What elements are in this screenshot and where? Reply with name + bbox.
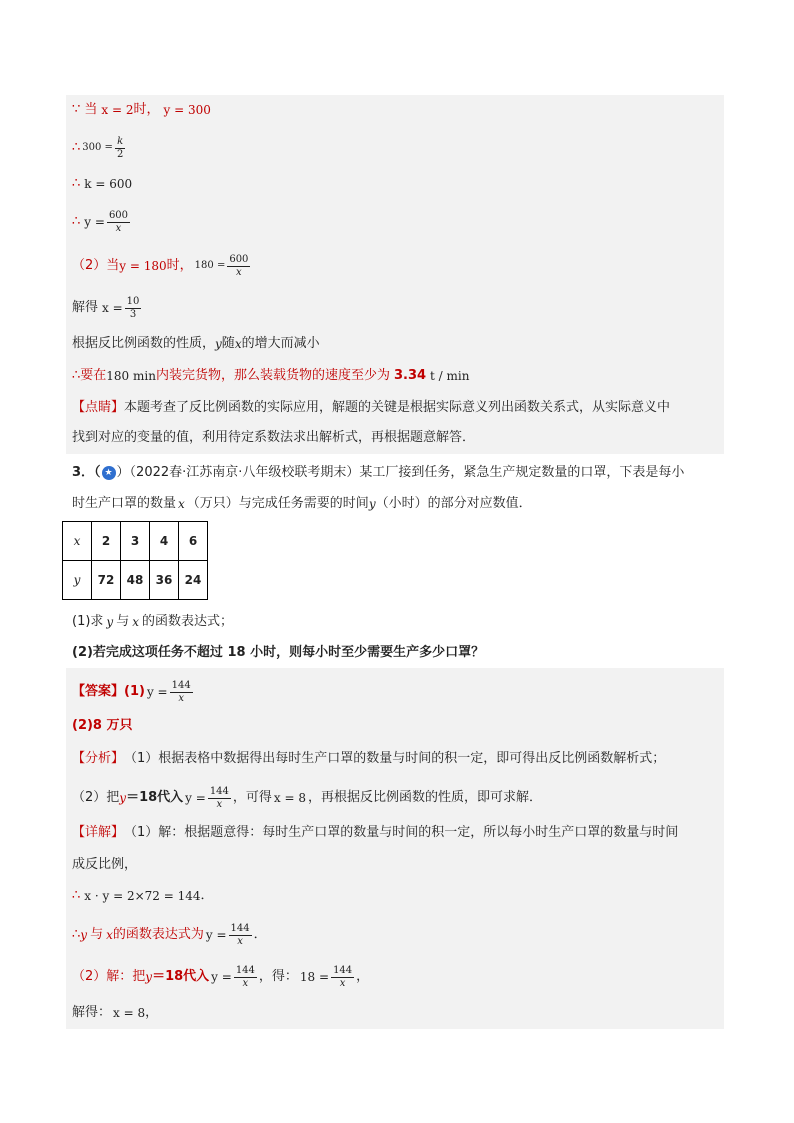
detail-line-1: 【详解】 （1）解：根据题意得：每时生产口罩的数量与时间的积一定，所以每小时生产口罩的数量与时间 xyxy=(72,825,679,840)
table-row xyxy=(63,561,208,600)
data-table xyxy=(62,521,208,600)
detail-line-4: ∴ y 与 x 的函数表达式为 y = $\frac{144}{x}$ ． xyxy=(72,922,267,947)
table-cell: 3 xyxy=(121,522,150,561)
fraction: $\frac{144}{x}$ xyxy=(235,964,255,989)
question3-line-2: 时生产口罩的数量 x （万只）与完成任务需要的时间 y （小时）的部分对应数值． xyxy=(72,496,532,511)
solution-line-4: ∴ y = $\frac{600}{x}$ xyxy=(72,209,129,234)
fraction: $\frac{k}{2}$ xyxy=(116,135,124,160)
question3-line-1: 3．（ ★ ）（2022春·江苏南京·八年级校联考期末）某工厂接到任务，紧急生产规定数量的口罩，下表是每小 xyxy=(72,465,685,480)
table-cell: 72 xyxy=(92,561,121,600)
fraction: $\frac{144}{x}$ xyxy=(209,785,229,810)
fraction: $\frac{144}{x}$ xyxy=(230,922,250,947)
detail-line-6: 解得： x = 8 ， xyxy=(72,1005,159,1020)
solution-line-2: ∴ 300 = $\frac{k}{2}$ xyxy=(72,135,124,160)
answer-line-1: 【答案】 (1) y = $\frac{144}{x}$ xyxy=(72,679,191,704)
question3-part1: (1)求 y 与 x 的函数表达式； xyxy=(72,614,234,629)
solution-line-8: ∴要在 180 min 内装完货物，那么装载货物的速度至少为 3.34 t / min xyxy=(72,368,470,383)
table-header-x: x xyxy=(63,522,92,561)
analysis-line-1: 【分析】 （1）根据表格中数据得出每时生产口罩的数量与时间的积一定，即可得出反比例函数解析式； xyxy=(72,751,666,766)
fraction: $\frac{144}{x}$ xyxy=(171,679,191,704)
detail-line-2: 成反比例， xyxy=(72,857,138,872)
question3-part2: (2)若完成这项任务不超过 18 小时，则每小时至少需要生产多少口罩？ xyxy=(72,645,485,660)
detail-line-3: ∴ x · y = 2×72 = 144 ． xyxy=(72,888,214,903)
fraction: $\frac{600}{x}$ xyxy=(108,209,129,234)
table-row xyxy=(63,522,208,561)
table-cell: 4 xyxy=(150,522,179,561)
star-icon: ★ xyxy=(102,466,116,480)
detail-line-5: （2）解：把 y ＝18代入 y = $\frac{144}{x}$ ，得： 18 = $\frac{144}{x}$ ， xyxy=(72,964,370,989)
comment-line-2: 找到对应的变量的值，利用待定系数法求出解析式，再根据题意解答． xyxy=(72,430,476,445)
fraction: $\frac{144}{x}$ xyxy=(333,964,353,989)
fraction: $\frac{10}{3}$ xyxy=(126,295,140,320)
comment-line-1: 【点睛】 本题考查了反比例函数的实际应用，解题的关键是根据实际意义列出函数关系式，从实际意义中 xyxy=(72,400,671,415)
table-cell: 24 xyxy=(179,561,208,600)
analysis-line-2: （2）把 y ＝18代入 y = $\frac{144}{x}$ ，可得 x = 8 ，再根据反比例函数的性质，即可求解． xyxy=(72,785,543,810)
answer-line-2: (2)8 万只 xyxy=(72,718,133,733)
solution-line-5: （2）当 y = 180 时， 180 = $\frac{600}{x}$ xyxy=(72,253,249,278)
table-cell: 2 xyxy=(92,522,121,561)
solution-line-3: ∴ k = 600 xyxy=(72,176,133,191)
solution-line-1: ∵ 当 x = 2 时， y = 300 xyxy=(72,102,211,117)
table-cell: 36 xyxy=(150,561,179,600)
table-header-y: y xyxy=(63,561,92,600)
solution-line-7: 根据反比例函数的性质， y 随 x 的增大而减小 xyxy=(72,336,320,351)
solution-line-6: 解得 x = $\frac{10}{3}$ xyxy=(72,295,140,320)
fraction: $\frac{600}{x}$ xyxy=(229,253,249,278)
table-cell: 6 xyxy=(179,522,208,561)
table-cell: 48 xyxy=(121,561,150,600)
